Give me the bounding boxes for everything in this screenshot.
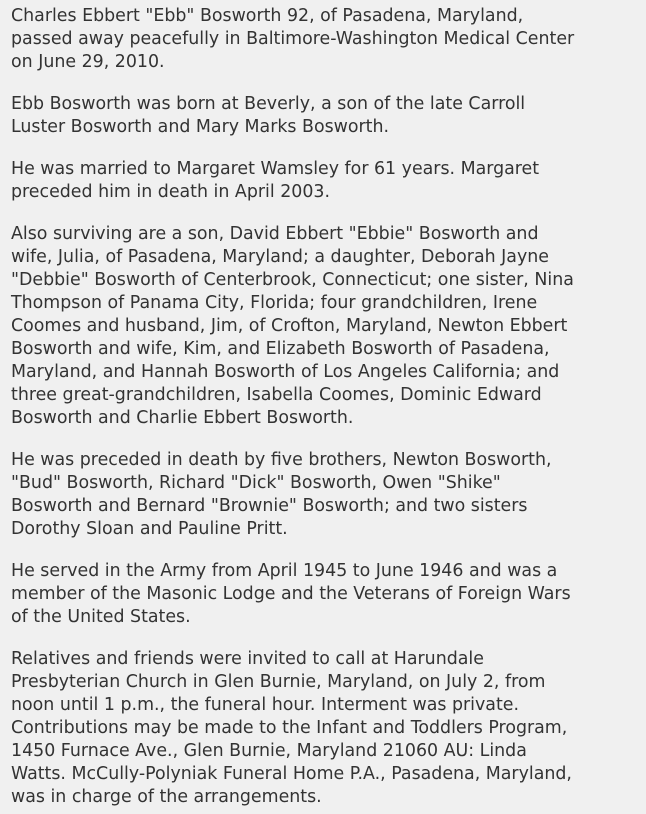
text-line: of the United States. xyxy=(11,607,191,627)
text-line: "Debbie" Bosworth of Centerbrook, Connecticut; one sister, Nina xyxy=(11,270,574,290)
text-line: noon until 1 p.m., the funeral hour. Interment was private. xyxy=(11,695,519,715)
text-line: member of the Masonic Lodge and the Veterans of Foreign Wars xyxy=(11,584,571,604)
text-line: Thompson of Panama City, Florida; four grandchildren, Irene xyxy=(11,293,538,313)
text-line: Bosworth and Charlie Ebbert Bosworth. xyxy=(11,408,354,428)
text-line: He served in the Army from April 1945 to June 1946 and was a xyxy=(11,561,558,581)
obituary-paragraph-service xyxy=(11,560,638,629)
text-line: He was married to Margaret Wamsley for 61 years. Margaret xyxy=(11,159,540,179)
obituary-paragraph-birth xyxy=(11,93,638,139)
text-line: Watts. McCully-Polyniak Funeral Home P.A., Pasadena, Maryland, xyxy=(11,764,572,784)
text-line: three great-grandchildren, Isabella Coomes, Dominic Edward xyxy=(11,385,542,405)
text-line: on June 29, 2010. xyxy=(11,52,165,72)
text-line: Presbyterian Church in Glen Burnie, Maryland, on July 2, from xyxy=(11,672,546,692)
text-line: Dorothy Sloan and Pauline Pritt. xyxy=(11,519,288,539)
text-line: was in charge of the arrangements. xyxy=(11,787,322,807)
text-line: Bosworth and wife, Kim, and Elizabeth Bosworth of Pasadena, xyxy=(11,339,550,359)
obituary-paragraph-death-notice xyxy=(11,5,638,74)
text-line: Contributions may be made to the Infant and Toddlers Program, xyxy=(11,718,568,738)
text-line: Luster Bosworth and Mary Marks Bosworth. xyxy=(11,117,390,137)
text-line: Bosworth and Bernard "Brownie" Bosworth; and two sisters xyxy=(11,496,528,516)
text-line: Relatives and friends were invited to call at Harundale xyxy=(11,649,484,669)
text-line: Maryland, and Hannah Bosworth of Los Angeles California; and xyxy=(11,362,560,382)
text-line: Coomes and husband, Jim, of Crofton, Maryland, Newton Ebbert xyxy=(11,316,568,336)
text-line: wife, Julia, of Pasadena, Maryland; a daughter, Deborah Jayne xyxy=(11,247,549,267)
obituary-paragraph-preceded xyxy=(11,449,638,541)
text-line: Ebb Bosworth was born at Beverly, a son of the late Carroll xyxy=(11,94,526,114)
obituary-paragraph-survivors xyxy=(11,223,638,430)
text-line: "Bud" Bosworth, Richard "Dick" Bosworth, Owen "Shike" xyxy=(11,473,501,493)
text-line: He was preceded in death by five brothers, Newton Bosworth, xyxy=(11,450,552,470)
obituary-paragraph-marriage xyxy=(11,158,638,204)
text-line: Also surviving are a son, David Ebbert "Ebbie" Bosworth and xyxy=(11,224,539,244)
text-line: 1450 Furnace Ave., Glen Burnie, Maryland 21060 AU: Linda xyxy=(11,741,527,761)
text-line: Charles Ebbert "Ebb" Bosworth 92, of Pasadena, Maryland, xyxy=(11,6,524,26)
obituary-paragraph-arrangements xyxy=(11,648,638,809)
text-line: preceded him in death in April 2003. xyxy=(11,182,330,202)
text-line: passed away peacefully in Baltimore-Washington Medical Center xyxy=(11,29,575,49)
